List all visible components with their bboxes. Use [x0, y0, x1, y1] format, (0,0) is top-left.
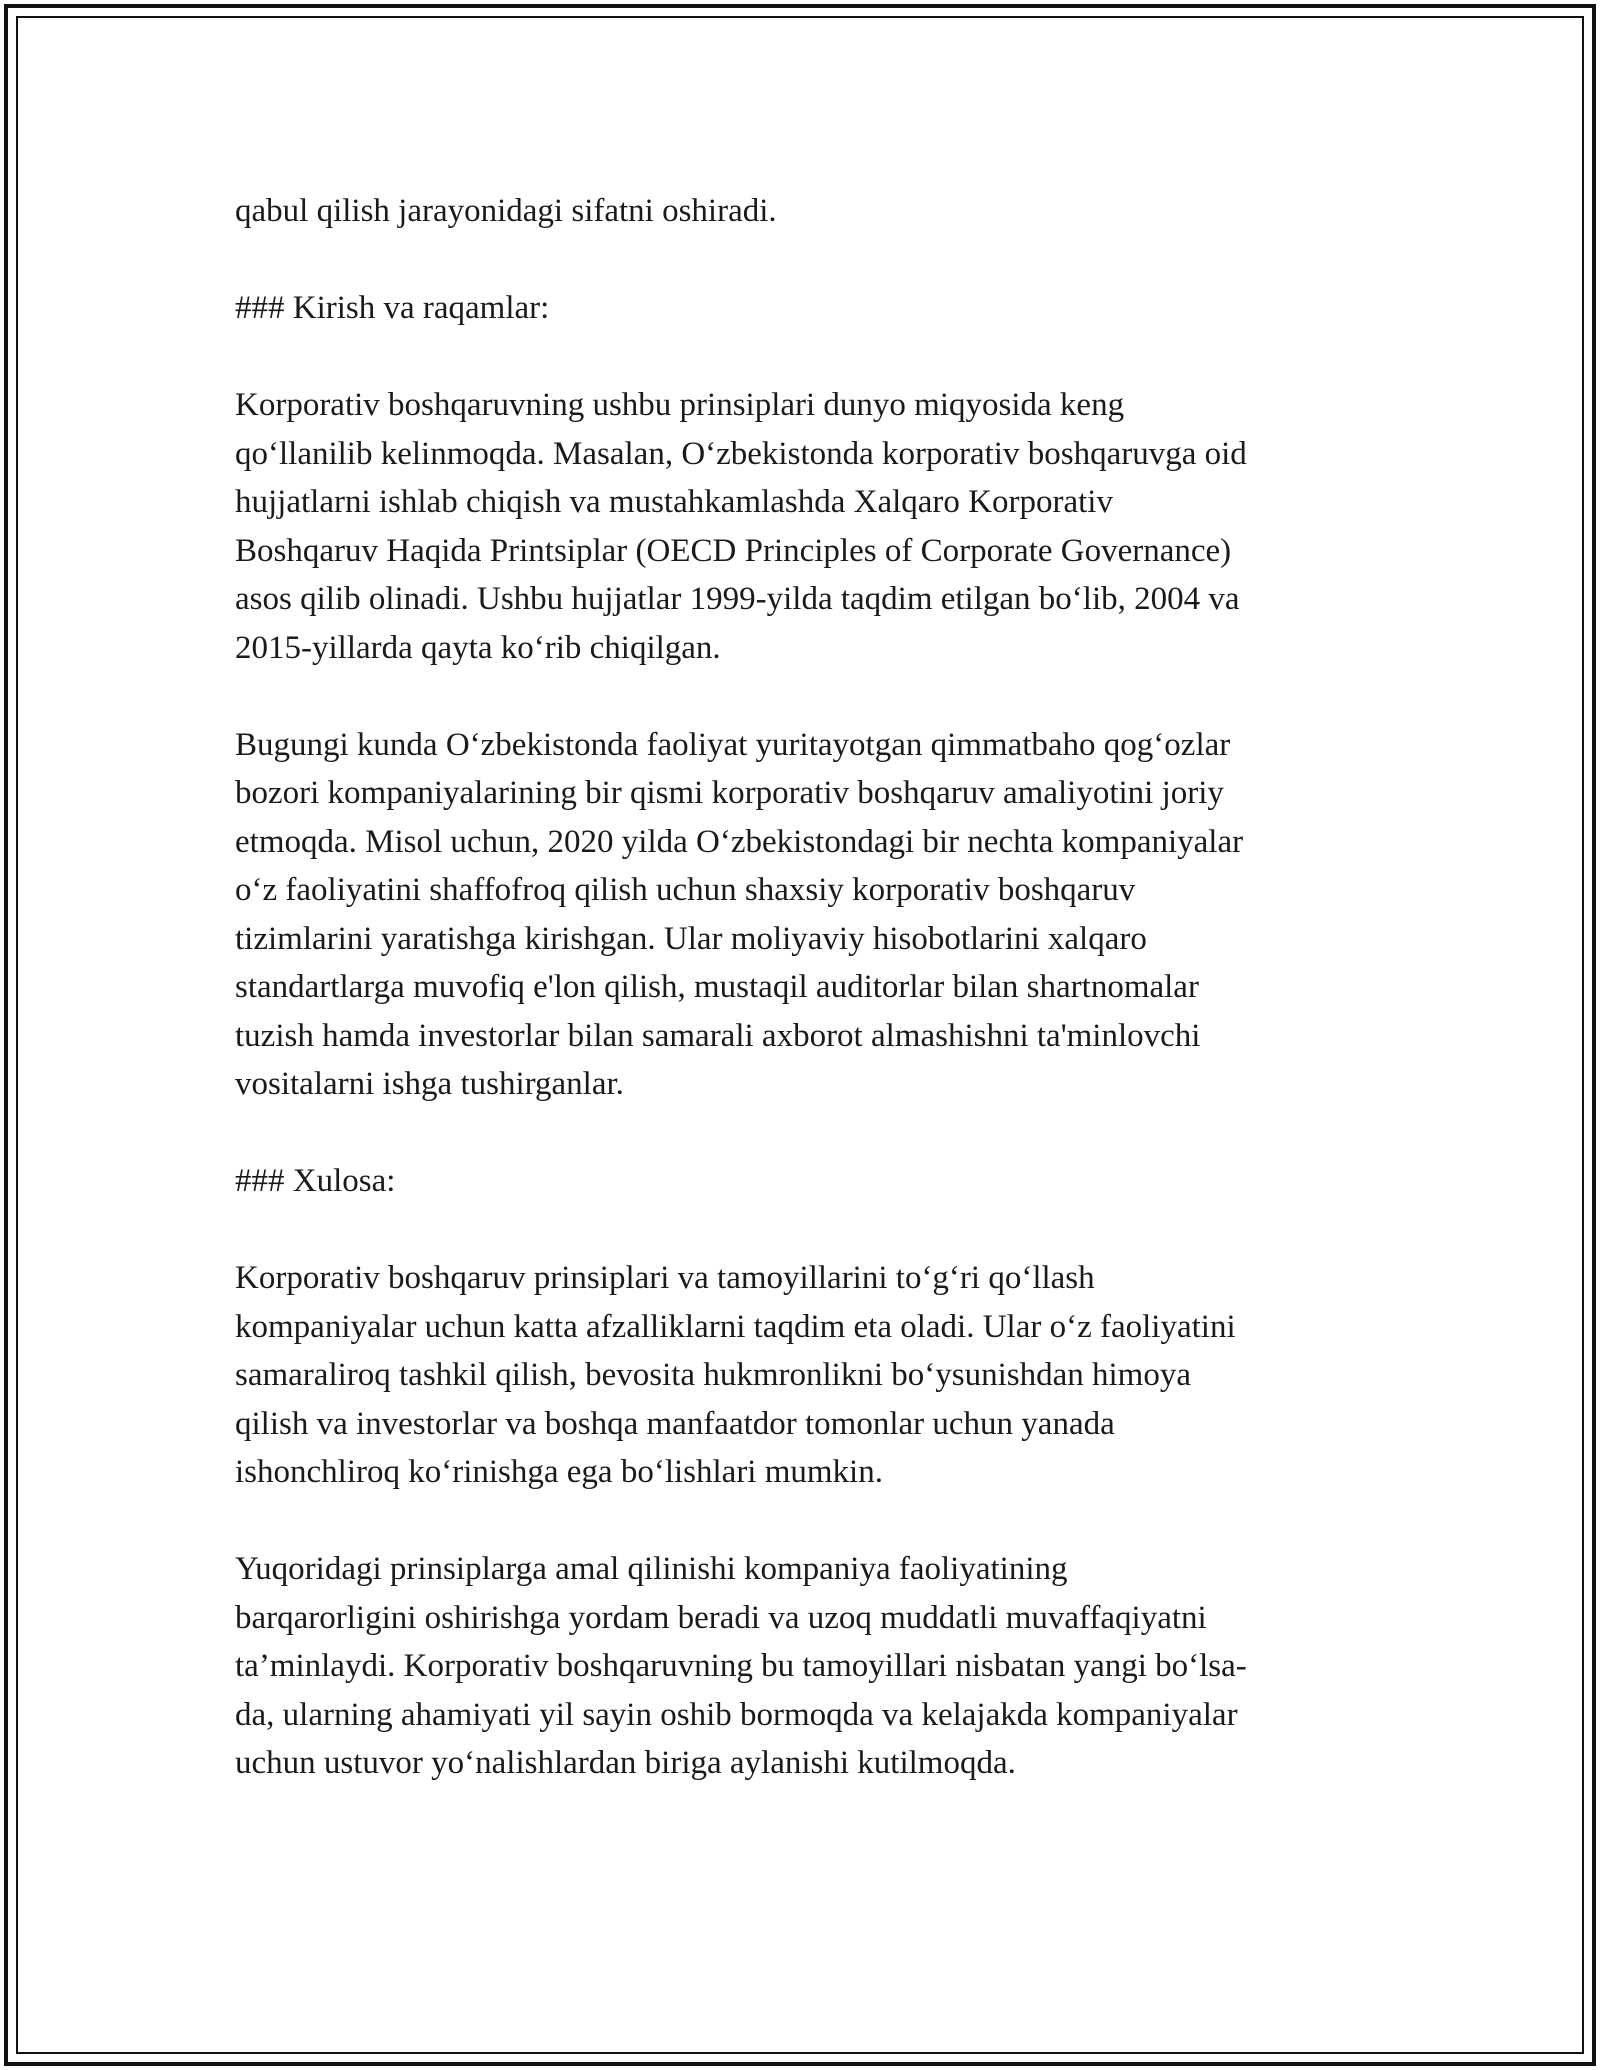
text-line: Korporativ boshqaruv prinsiplari va tamoyillarini toʻgʻri qoʻllash: [235, 1260, 1095, 1296]
section-heading-xulosa: ### Xulosa:: [235, 1163, 396, 1199]
text-line: standartlarga muvofiq e'lon qilish, mustaqil auditorlar bilan shartnomalar: [235, 969, 1199, 1005]
text-line: kompaniyalar uchun katta afzalliklarni taqdim eta oladi. Ular oʻz faoliyatini: [235, 1308, 1236, 1345]
text-line: ta’minlaydi. Korporativ boshqaruvning bu tamoyillari nisbatan yangi boʻlsa-: [235, 1648, 1247, 1684]
paragraph-gap: [235, 1497, 1375, 1546]
text-line: Boshqaruv Haqida Printsiplar (OECD Principles of Corporate Governance): [235, 532, 1232, 569]
document-body: [235, 187, 1375, 1788]
text-line: Korporativ boshqaruvning ushbu prinsiplari dunyo miqyosida keng: [235, 387, 1125, 423]
text-line: qilish va investorlar va boshqa manfaatdor tomonlar uchun yanada: [235, 1405, 1115, 1442]
text-line: Yuqoridagi prinsiplarga amal qilinishi kompaniya faoliyatining: [235, 1551, 1068, 1587]
text-line: ishonchliroq koʻrinishga ega boʻlishlari mumkin.: [235, 1454, 883, 1490]
text-line: tuzish hamda investorlar bilan samarali axborot almashishni ta'minlovchi: [235, 1017, 1201, 1054]
paragraph-gap: [235, 333, 1375, 382]
text-line: 2015-yillarda qayta koʻrib chiqilgan.: [235, 629, 721, 666]
text-line: etmoqda. Misol uchun, 2020 yilda Oʻzbekistondagi bir nechta kompaniyalar: [235, 823, 1244, 860]
text-line: barqarorligini oshirishga yordam beradi va uzoq muddatli muvaffaqiyatni: [235, 1599, 1207, 1636]
section-heading-kirish: ### Kirish va raqamlar:: [235, 290, 550, 326]
text-line: oʻz faoliyatini shaffofroq qilish uchun shaxsiy korporativ boshqaruv: [235, 872, 1136, 908]
text-line: uchun ustuvor yoʻnalishlardan biriga aylanishi kutilmoqda.: [235, 1745, 1016, 1781]
text-line: bozori kompaniyalarining bir qismi korporativ boshqaruv amaliyotini joriy: [235, 775, 1224, 811]
paragraph-gap: [235, 1109, 1375, 1158]
text-line: hujjatlarni ishlab chiqish va mustahkamlashda Xalqaro Korporativ: [235, 484, 1113, 520]
paragraph-gap: [235, 672, 1375, 721]
text-line: tizimlarini yaratishga kirishgan. Ular moliyaviy hisobotlarini xalqaro: [235, 920, 1147, 957]
text-line: qoʻllanilib kelinmoqda. Masalan, Oʻzbekistonda korporativ boshqaruvga oid: [235, 435, 1247, 472]
text-line: samaraliroq tashkil qilish, bevosita hukmronlikni boʻysunishdan himoya: [235, 1357, 1191, 1393]
text-line: da, ularning ahamiyati yil sayin oshib bormoqda va kelajakda kompaniyalar: [235, 1696, 1238, 1733]
paragraph-gap: [235, 1206, 1375, 1255]
text-line: Bugungi kunda Oʻzbekistonda faoliyat yuritayotgan qimmatbaho qogʻozlar: [235, 726, 1231, 763]
text-line: qabul qilish jarayonidagi sifatni oshiradi.: [235, 193, 777, 229]
text-line: vositalarni ishga tushirganlar.: [235, 1066, 624, 1102]
paragraph-gap: [235, 236, 1375, 285]
text-line: asos qilib olinadi. Ushbu hujjatlar 1999-yilda taqdim etilgan boʻlib, 2004 va: [235, 581, 1240, 617]
